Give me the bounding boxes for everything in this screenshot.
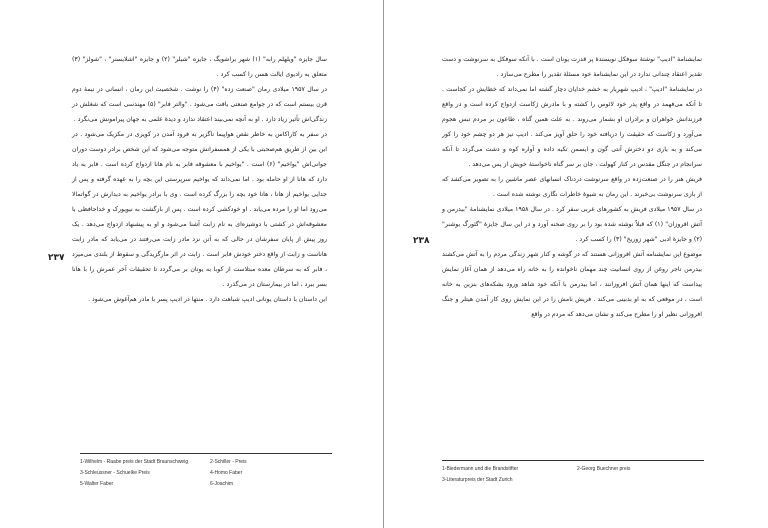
footnote: 4-Homo Faber — [210, 470, 243, 476]
paragraph: سال جایزه "ویلهلم رابه" (۱) شهر براشویگ ، جایزه "شیلر" (۲) و جایزه "اشلایسنر" ، "شولز" (۳) متعلق به رادیوی ایالت هسن را کسب کرد . — [72, 56, 327, 78]
paragraph: در سفر به کاراکاس به خاطر نقص هواپیما ناگزیر به فرود آمدن در کویری در مکزیک می‌شود . در این بین از طریق هم‌صحبتی با یکی از همسفرانش متوجه می‌شود که این شخص برادر دوست دوران جوانی‌اش "یواخیم" (۶) است . "یواخیم با معشوقه فابر به نام هانا ازدواج کرده است . فابر به یاد دارد که هانا از او حامله بود . اما نمی‌داند که یواخیم سرپرستی این بچه را به عهده گرفته و پس از جدایی یواخیم از هانا ، هانا خود بچه را بزرگ کرده است . وی با برادر یواخیم به دیدارش در گواتمالا می‌رود اما او را مرده می‌یابد . او خودکشی کرده است . پس از بازگشت به نیویورک و خداحافظی با معشوقه‌اش در کشتی با دوشیزه‌ای به نام زابت آشنا می‌شود و او به پیشنهاد ازدواج می‌دهد . یک روز پیش از پایان سفرشان در حالی که به آتن نزد مادر زابت می‌رفتند در می‌یابد که مادر زابت هاناست و زابت از واقع دختر خودش فابر است . زابت در اثر مارگزیدگی و سقوط از بلندی می‌میرد ، فابر که به سرطان معده مبتلاست از کوبا به یونان بر می‌گردد تا تحقیقات آخر عمرش را با هانا بسر ببرد ، اما در بیمارستان در می‌گذرد . — [72, 131, 327, 288]
paragraph: در سال ۱۹۵۷ میلادی فریش به کشورهای عربی سفر کرد . در سال ۱۹۵۸ میلادی نمایشنامهٔ "بیدرمن و آتش افروزان" (۱) که قبلاً نوشته شده بود را بر روی صحنه آورد و در این سال جایزهٔ "گئورگ بوشنر" (۲) و جایزهٔ ادبی "شهر زوریخ" (۳) را کسب کرد . — [442, 206, 702, 243]
footnote: 6-Joachim — [210, 481, 234, 487]
paragraph: نمایشنامهٔ "ادیپ" نوشتهٔ سوفکل نویسندهٔ پر قدرت یونان است . با آنکه سوفکل به سرنوشت و دست تقدیر اعتقاد چندانی ندارد در این نمایشنامهٔ خود مسئلهٔ تقدیر را مطرح می‌سازد . — [442, 56, 702, 78]
footnote: 5-Walter Faber — [80, 481, 114, 487]
footnote: 1-Wilhelm - Raabe preis der Stadt Braunschweig — [80, 459, 189, 465]
footnote: 2-Schiller - Preis — [210, 459, 247, 465]
paragraph: در سال ۱۹۵۷ میلادی رمان "صنعت زده" (۴) را نوشت . شخصیت این رمان ، انسانی در نیمهٔ دوم قرن بیستم است که در جوامع صنعتی یافت می‌شود . "والتر فابر" (۵) مهندسی است که شغلش در زندگی‌اش تأثیر زیاد دارد . او به آنچه نمی‌بیند اعتقاد ندارد و دیدهٔ علمی به جهان پیرامونش می‌نگرد . — [72, 86, 328, 123]
footnote-rule — [442, 460, 704, 461]
page-number: ۲۳۸ — [413, 236, 430, 246]
paragraph: موضوع این نمایشنامه آتش افروزانی هستند که در گوشه و کنار شهر زندگی مردم را به آتش می‌کشند بیدرمن تاجر روغن از روی انسانیت چند مهمان ناخوانده را به خانه راه می‌دهد از همان آغاز نمایش پیداست که اینها همان آتش افروزانند ، اما بیدرمن با آنکه خود شاهد ورود بشکه‌های بنزین به خانه است ، در موقعی که به او بدبینی می‌کند . فریش نامش را در این نمایش روی کار آمدن هیتلر و جنگ افروزانی نظیر او را مطرح می‌کند و نشان می‌دهد که مردم در واقع — [442, 251, 702, 318]
footnote: 3-Literaturpreis der Stadt Zurich — [442, 477, 513, 483]
footnote: 3-Schleussner - Schuelke Preis — [80, 470, 150, 476]
left-page-body — [72, 52, 327, 307]
right-page — [384, 0, 768, 528]
page-number: ۲۳۷ — [48, 253, 65, 263]
footnote-rule — [80, 453, 332, 454]
footnote: 2-Georg Buechner preis — [577, 466, 631, 472]
paragraph: این داستان با داستان یونانی ادیپ شباهت دارد . منتها در ادیپ پسر با مادر هم‌آغوش می‌شود . — [88, 296, 327, 303]
footnotes — [442, 464, 704, 486]
footnote: 1-Biedermann und die Brandstifter — [442, 466, 519, 472]
paragraph: در نمایشنامهٔ "ادیپ" ، ادیپ شهریار به خشم خدایان دچار گشته اما نمی‌داند که خطایش در کجاست . تا آنکه می‌فهمد در واقع پدر خود لائوس را کشته و با مادرش ژکاست ازدواج کرده است و در واقع فرزندانش خواهران و برادران او بشمار می‌روند . به علت همین گناه ، طاعون بر مردم تبس هجوم می‌آورد و ژکاست که حقیقت را دریافته خود را حلق آویز می‌کند . ادیپ نیز هر دو چشم خود را کور می‌کند و به یاری دو دخترش آنتی گون و ایسمن تکیه داده و آواره کوه و دشت می‌گردد تا آنکه سرانجام در جنگل مقدس در کنار کهولت ، جان بر سر گناه ناخواستهٔ خویش از پس می‌دهد . — [442, 86, 702, 168]
paragraph: فریش هنر را در صنعت‌زده در واقع سرنوشت دردناک انسانهای عصر ماشین را به تصویر می‌کشد که از بازی سرنوشت بی‌خبرند . این رمان به شیوهٔ خاطرات نگاری نوشته شده است . — [442, 176, 702, 198]
right-page-body — [442, 52, 702, 322]
footnotes — [80, 457, 332, 490]
